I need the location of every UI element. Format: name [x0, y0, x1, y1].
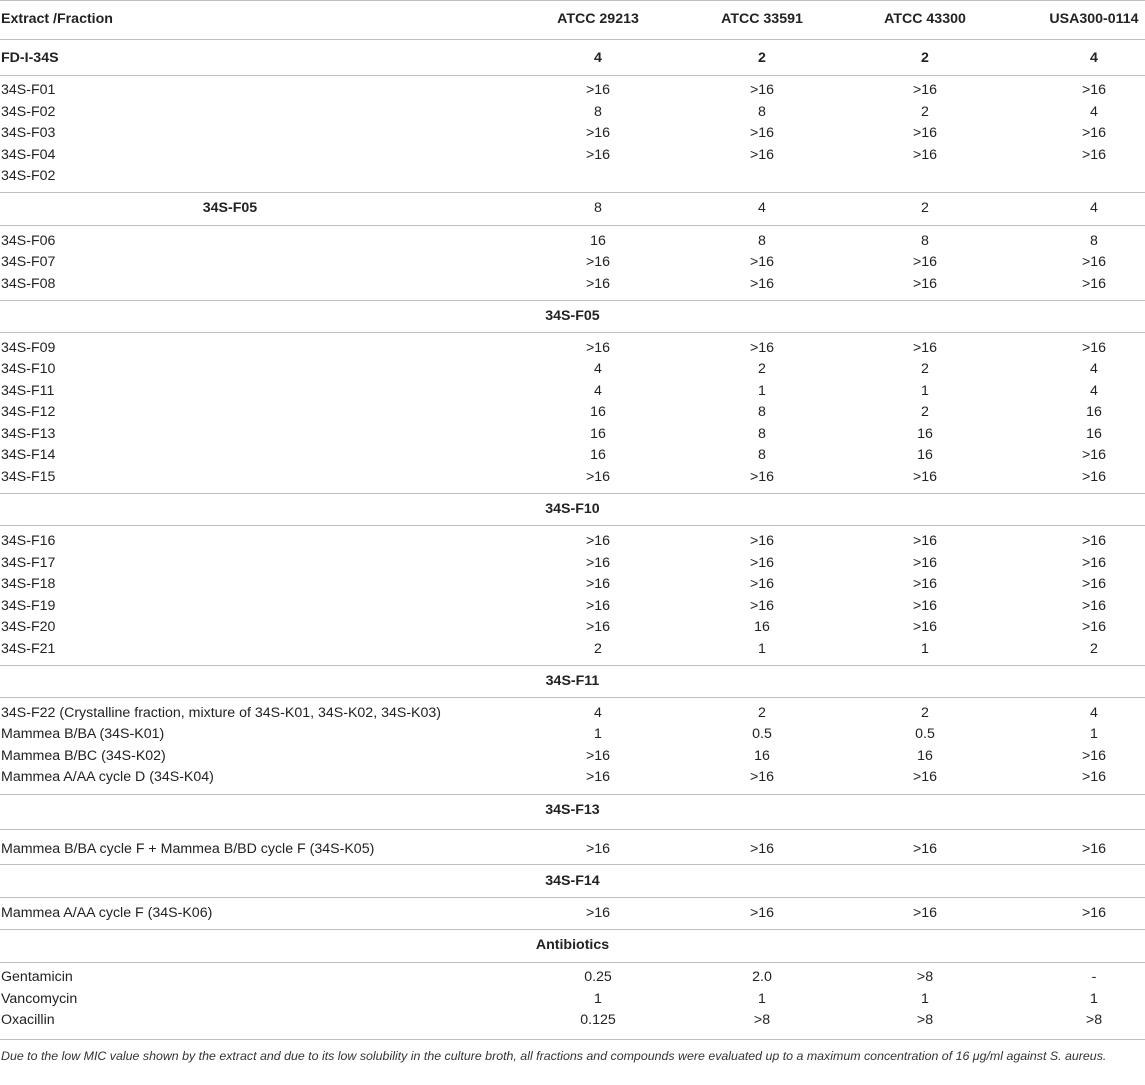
table-row: 34S-F07 >16 >16 >16 >16: [1, 254, 1107, 270]
table-row: Mammea A/AA cycle D (34S-K04) >16 >16 >16 >16: [1, 769, 1107, 785]
table-row: Mammea B/BC (34S-K02) >16 16 16 >16: [1, 748, 1107, 764]
table-header-row: [0, 9, 1145, 30]
table-row: 34S-F20 >16 16 >16 >16: [1, 619, 1107, 635]
table-row: 34S-F21 2 1 1 2: [1, 641, 1098, 657]
table-row: 34S-F19 >16 >16 >16 >16: [1, 598, 1107, 614]
table-row: 34S-F13 16 8 16 16: [1, 426, 1102, 442]
header-atcc-29213: ATCC 29213: [557, 11, 639, 27]
table-row: 34S-F15 >16 >16 >16 >16: [1, 469, 1107, 485]
table-row: 34S-F11 4 1 1 4: [1, 383, 1098, 399]
table-row: 34S-F02: [1, 168, 56, 184]
table-row: Mammea A/AA cycle F (34S-K06) >16 >16 >16 >16: [1, 905, 1107, 921]
table-row: 34S-F17 >16 >16 >16 >16: [1, 555, 1107, 571]
table-row: 34S-F12 16 8 2 16: [1, 404, 1102, 420]
table-row: Mammea B/BA cycle F + Mammea B/BD cycle F (34S-K05) >16 >16 >16 >16: [1, 841, 1107, 857]
header-atcc-43300: ATCC 43300: [884, 11, 966, 27]
table-row: 34S-F08 >16 >16 >16 >16: [1, 276, 1107, 292]
table-row: Vancomycin 1 1 1 1: [1, 991, 1098, 1007]
table-row: Gentamicin 0.25 2.0 >8 -: [1, 969, 1097, 985]
table-row: Mammea B/BA (34S-K01) 1 0.5 0.5 1: [1, 726, 1098, 742]
header-extract-fraction: Extract /Fraction: [1, 11, 113, 27]
table-row: 34S-F01 >16 >16 >16 >16: [1, 82, 1107, 98]
extract-row: FD-I-34S 4 2 2 4: [1, 50, 1098, 66]
table-row: 34S-F03 >16 >16 >16 >16: [1, 125, 1107, 141]
table-row: 34S-F14 16 8 16 >16: [1, 447, 1107, 463]
table-row: 34S-F02 8 8 2 4: [1, 104, 1098, 120]
header-atcc-33591: ATCC 33591: [721, 11, 803, 27]
header-usa300-0114: USA300-0114: [1049, 11, 1139, 27]
table-row: 34S-F09 >16 >16 >16 >16: [1, 340, 1107, 356]
table-row: Oxacillin 0.125 >8 >8 >8: [1, 1012, 1103, 1028]
table-row: 34S-F04 >16 >16 >16 >16: [1, 147, 1107, 163]
table-row: 34S-F05 8 4 2 4: [202, 200, 1098, 216]
table-row: 34S-F16 >16 >16 >16 >16: [1, 533, 1107, 549]
table-row: 34S-F10 4 2 2 4: [1, 361, 1098, 377]
table-row: 34S-F22 (Crystalline fraction, mixture of 34S-K01, 34S-K02, 34S-K03) 4 2 2 4: [1, 705, 1098, 721]
table-row: 34S-F06 16 8 8 8: [1, 233, 1098, 249]
table-row: 34S-F18 >16 >16 >16 >16: [1, 576, 1107, 592]
table-footnote: Due to the low MIC value shown by the extract and due to its low solubility in the culture broth, all fractions and compounds were evaluated up to a maximum concentration of 16 μg/ml against S. aureus.: [1, 1049, 1107, 1063]
